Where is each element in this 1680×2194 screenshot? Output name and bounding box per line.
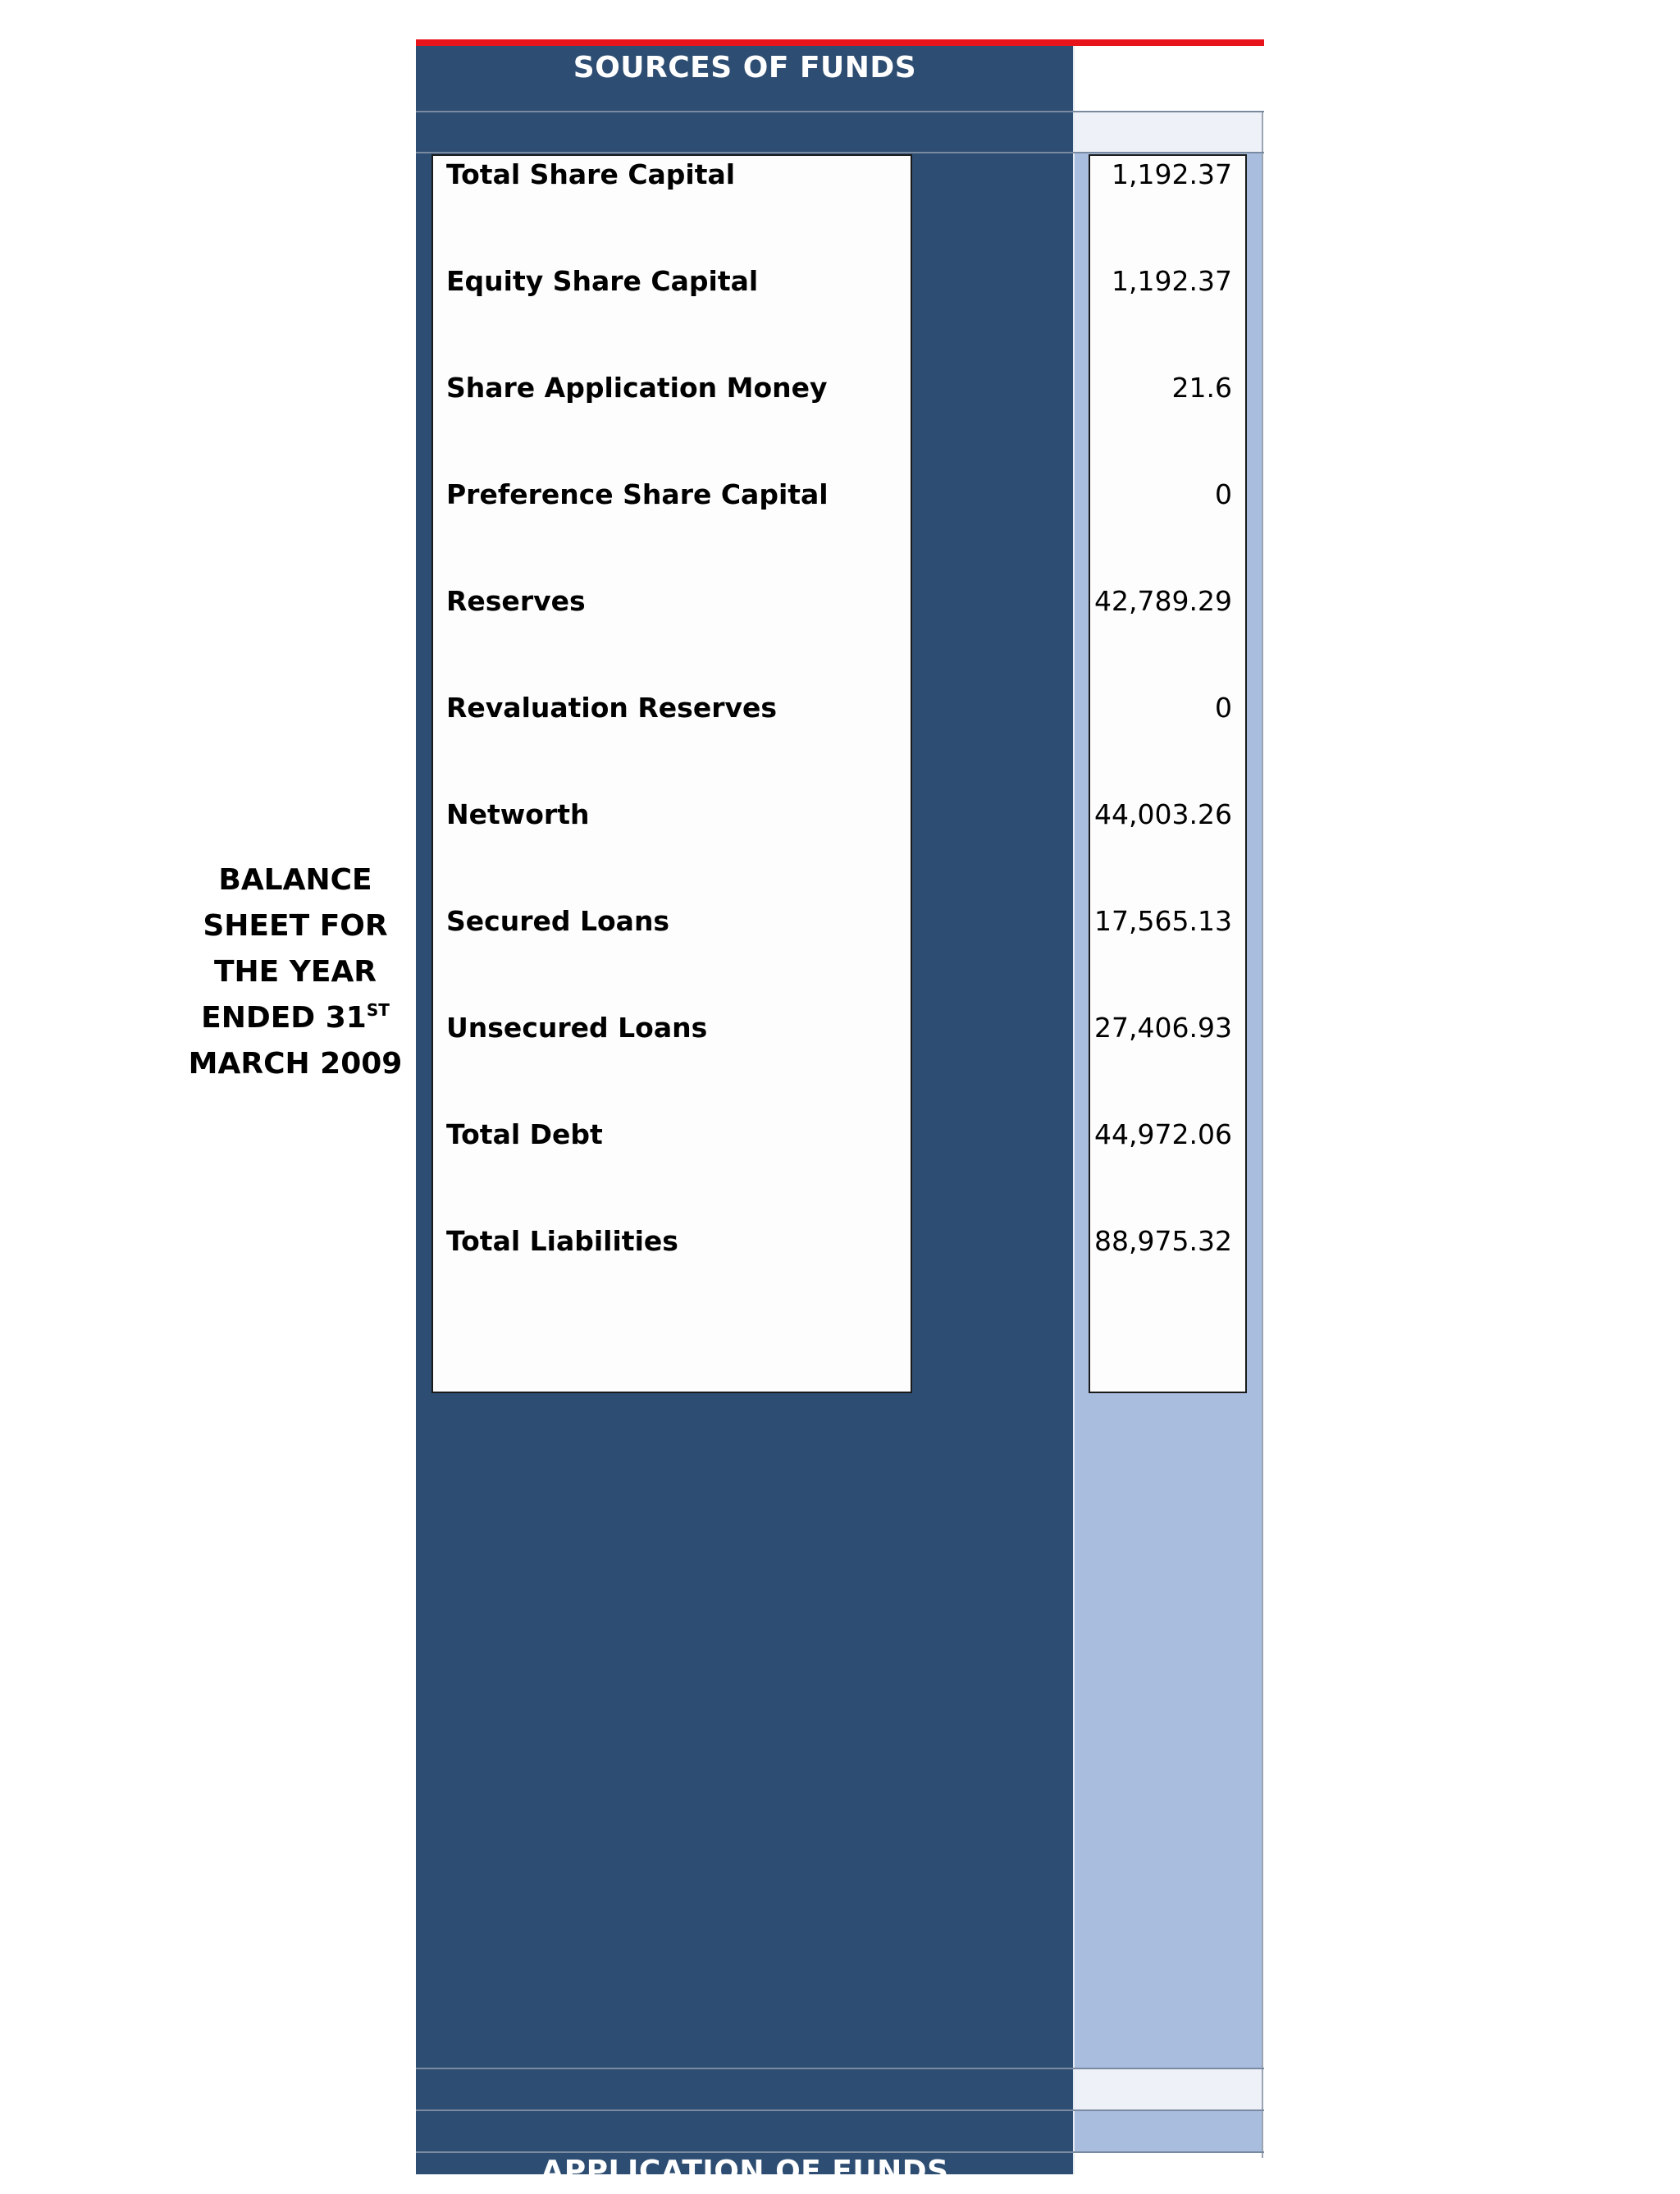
title-line-4 — [184, 995, 407, 1041]
row-label-revaluation-reserves: Revaluation Reserves — [446, 692, 778, 724]
row-label-preference-share-capital: Preference Share Capital — [446, 478, 829, 510]
row-label-share-application-money: Share Application Money — [446, 372, 828, 404]
row-label-networth: Networth — [446, 798, 590, 830]
title-line-1: BALANCE — [218, 863, 372, 897]
row-label-reserves: Reserves — [446, 585, 586, 617]
red-accent-rule — [416, 39, 1264, 46]
title-line-2: SHEET FOR — [203, 909, 388, 943]
row-label-total-share-capital: Total Share Capital — [446, 158, 736, 190]
value-column-gap — [1075, 2151, 1263, 2179]
row-value-secured-loans: 17,565.13 — [1094, 905, 1232, 937]
sources-of-funds-header: SOURCES OF FUNDS — [573, 51, 917, 85]
header-divider — [416, 111, 1264, 112]
row-label-equity-share-capital: Equity Share Capital — [446, 265, 759, 297]
application-of-funds-header: APPLICATION OF FUNDS — [541, 2155, 949, 2188]
row-value-reserves: 42,789.29 — [1094, 585, 1232, 617]
subheader-divider — [416, 152, 1264, 153]
footer-divider-2 — [416, 2109, 1264, 2111]
footer-divider-1 — [416, 2068, 1264, 2069]
row-value-total-liabilities: 88,975.32 — [1094, 1225, 1232, 1257]
row-value-networth: 44,003.26 — [1094, 798, 1232, 830]
value-column-top-band — [1075, 112, 1263, 153]
row-value-share-application-money: 21.6 — [1171, 372, 1232, 404]
row-value-unsecured-loans: 27,406.93 — [1094, 1012, 1232, 1044]
row-value-equity-share-capital: 1,192.37 — [1112, 265, 1232, 297]
row-value-total-debt: 44,972.06 — [1094, 1118, 1232, 1150]
balance-sheet-title — [184, 857, 407, 1087]
value-table-box — [1089, 154, 1247, 1393]
row-label-total-debt: Total Debt — [446, 1118, 603, 1150]
title-ordinal-suffix: ST — [366, 1000, 390, 1020]
title-line-3: THE YEAR — [213, 955, 377, 989]
row-label-unsecured-loans: Unsecured Loans — [446, 1012, 708, 1044]
row-value-total-share-capital: 1,192.37 — [1112, 158, 1232, 190]
row-value-preference-share-capital: 0 — [1215, 478, 1232, 510]
column-divider — [1073, 46, 1075, 2174]
label-table-box — [431, 154, 912, 1393]
row-value-revaluation-reserves: 0 — [1215, 692, 1232, 724]
title-line-5: MARCH 2009 — [188, 1047, 403, 1081]
value-column-right-edge — [1262, 112, 1263, 2158]
row-label-secured-loans: Secured Loans — [446, 905, 670, 937]
row-label-total-liabilities: Total Liabilities — [446, 1225, 678, 1257]
value-column-bottom-band — [1075, 2069, 1263, 2110]
title-ended-text: ENDED 31 — [201, 1001, 367, 1035]
